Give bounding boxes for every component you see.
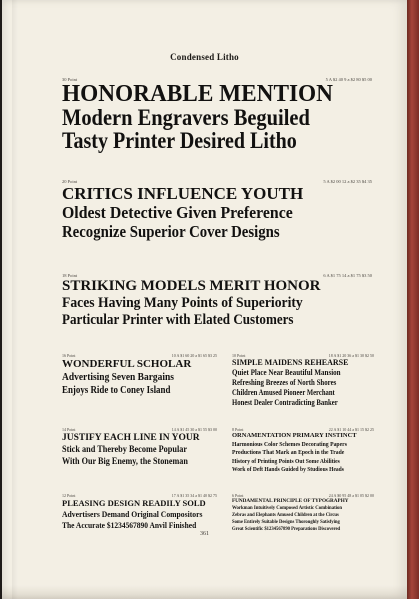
point-size-label: 16 Point <box>62 353 76 358</box>
specimen-meta <box>62 270 372 278</box>
font-pricing: 5 A $2 00 12 a $2 35 $4 35 <box>323 179 372 184</box>
point-size-label: 12 Point <box>62 493 76 498</box>
font-pricing: 22 A $1 10 44 a $1 15 $2 25 <box>328 427 374 432</box>
page-bottom-shadow <box>2 585 407 599</box>
specimen-line: With Our Big Enemy, the Stoneman <box>62 457 188 467</box>
point-size-label: 14 Point <box>62 427 76 432</box>
point-size-label: 18 Point <box>62 273 78 278</box>
specimen-line: Modern Engravers Beguiled <box>62 105 310 130</box>
font-pricing: 5 A $2 40 9 a $2 80 $5 00 <box>325 77 372 82</box>
specimen-line: HONORABLE MENTION <box>62 81 333 107</box>
font-pricing: 14 A $1 45 30 a $1 55 $3 00 <box>171 427 217 432</box>
specimen-meta <box>232 490 374 498</box>
specimen-meta <box>62 424 217 432</box>
specimen-line: Refreshing Breezes of North Shores <box>232 378 337 387</box>
type-specimen-8pt <box>232 424 374 475</box>
specimen-line: Enjoys Ride to Coney Island <box>62 384 171 396</box>
type-specimen-18pt <box>62 270 372 329</box>
specimen-line: Oldest Detective Given Preference <box>62 203 293 222</box>
specimen-line: Some Entirely Suitable Designs Thoroughly Satisfying <box>232 519 340 525</box>
specimen-line: FUNDAMENTAL PRINCIPLE OF TYPOGRAPHY <box>232 498 349 504</box>
specimen-line: SIMPLE MAIDENS REHEARSE <box>232 358 349 367</box>
specimen-meta <box>232 350 374 358</box>
point-size-label: 20 Point <box>62 179 78 184</box>
specimen-line: Zebras and Elephants Amused Children at the Circus <box>232 512 339 518</box>
page-number: 361 <box>200 531 209 537</box>
font-pricing: 24 A $0 95 48 a $1 05 $2 00 <box>328 493 374 498</box>
specimen-line: ORNAMENTATION PRIMARY INSTINCT <box>232 432 357 439</box>
type-specimen-30pt <box>62 74 372 152</box>
specimen-line: Advertisers Demand Original Compositors <box>62 509 203 519</box>
type-specimen-16pt <box>62 350 217 397</box>
specimen-line: Stick and Thereby Become Popular <box>62 445 188 455</box>
specimen-meta <box>62 176 372 184</box>
type-specimen-12pt <box>62 490 217 531</box>
specimen-line: The Accurate $1234567890 Anvil Finished <box>62 520 197 530</box>
specimen-line: Great Scientific $1234567890 Preparations Discovered <box>232 526 341 532</box>
specimen-line: Children Amused Pioneer Merchant <box>232 388 335 397</box>
page-gutter-shadow <box>12 0 18 599</box>
specimen-meta <box>62 490 217 498</box>
specimen-line: Faces Having Many Points of Superiority <box>62 295 303 311</box>
font-pricing: 18 A $1 20 36 a $1 30 $2 50 <box>328 353 374 358</box>
type-specimen-14pt <box>62 424 217 468</box>
specimen-line: Honest Dealer Contradicting Banker <box>232 398 338 407</box>
specimen-meta <box>62 350 217 358</box>
specimen-line: Work of Deft Hands Guided by Studious Heads <box>232 466 344 473</box>
specimen-line: Workman Intuitively Composed Artistic Combination <box>232 505 343 511</box>
font-pricing: 10 A $1 60 20 a $1 65 $3 25 <box>171 353 217 358</box>
specimen-line: CRITICS INFLUENCE YOUTH <box>62 184 304 203</box>
point-size-label: 30 Point <box>62 77 78 82</box>
specimen-line: Recognize Superior Cover Designs <box>62 222 280 241</box>
specimen-line: Advertising Seven Bargains <box>62 371 174 383</box>
point-size-label: 6 Point <box>232 493 244 498</box>
specimen-line: STRIKING MODELS MERIT HONOR <box>62 278 321 294</box>
specimen-line: Particular Printer with Elated Customers <box>62 312 294 328</box>
point-size-label: 8 Point <box>232 427 244 432</box>
specimen-line: Quiet Place Near Beautiful Mansion <box>232 368 341 377</box>
specimen-meta <box>232 424 374 432</box>
specimen-line: History of Printing Points Out Some Abilities <box>232 457 340 465</box>
specimen-line: Productions That Mark an Epoch in the Trade <box>232 449 345 456</box>
page-title: Condensed Litho <box>170 52 239 62</box>
specimen-page <box>2 0 407 599</box>
point-size-label: 10 Point <box>232 353 246 358</box>
specimen-line: Tasty Printer Desired Litho <box>62 128 297 153</box>
font-pricing: 17 A $1 35 34 a $1 40 $2 75 <box>171 493 217 498</box>
specimen-line: WONDERFUL SCHOLAR <box>62 358 192 370</box>
book-binding-edge <box>407 0 419 599</box>
type-specimen-6pt <box>232 490 374 533</box>
type-specimen-10pt <box>232 350 374 408</box>
specimen-line: PLEASING DESIGN READILY SOLD <box>62 498 206 508</box>
specimen-line: JUSTIFY EACH LINE IN YOUR <box>62 433 200 443</box>
specimen-line: Harmonious Color Schemes Decorating Papers <box>232 440 347 448</box>
type-specimen-20pt <box>62 176 372 241</box>
font-pricing: 6 A $1 75 14 a $1 75 $3 50 <box>323 273 372 278</box>
